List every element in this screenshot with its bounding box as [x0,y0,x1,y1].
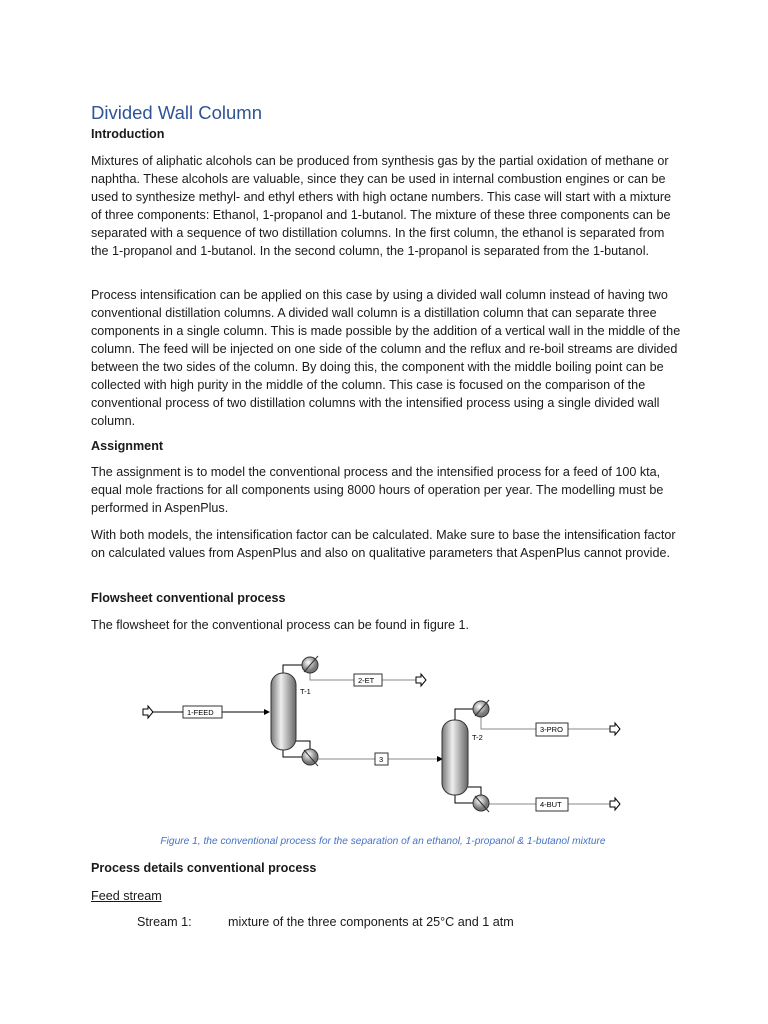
intro-heading: Introduction [91,127,165,141]
assignment-paragraph-1: The assignment is to model the conventional process and the intensified process for a feed of 100 kta, equal mole fractions for all components using 8000 hours of operation per year. The modelling must be performed in AspenPlus. [91,465,664,515]
details-heading: Process details conventional process [91,861,317,875]
figure-caption: Figure 1, the conventional process for the separation of an ethanol, 1-propanol & 1-butanol mixture [160,836,606,847]
stream-label-feed: 1-FEED [187,708,214,717]
intro-paragraph-2: Process intensification can be applied on this case by using a divided wall column instead of having two conventional distillation columns. A divided wall column is a distillation column that can separate three components in a single column. This is made possible by the addition of a vertical wall in the middle of the column. The feed will be injected on one side of the column and the reflux and re-boil streams are divided between the two sides of the column. By doing this, the component with the middle boiling point can be collected with high purity in the middle of the column. This case is focused on the comparison of the conventional process of two distillation columns with the intensified process using a single divided wall column. [91,288,681,428]
column-t2 [442,720,468,795]
column-label-t2: T-2 [472,733,483,742]
stream-label-pro: 3-PRO [540,725,563,734]
assignment-paragraph-2: With both models, the intensification factor can be calculated. Make sure to base the intensification factor on calculated values from AspenPlus and also on qualitative parameters that AspenPlus cannot provide. [91,528,676,560]
flowsheet-text: The flowsheet for the conventional process can be found in figure 1. [91,618,470,632]
stream-label-3: 3 [379,755,384,764]
intro-paragraph-1: Mixtures of aliphatic alcohols can be produced from synthesis gas by the partial oxidation of methane or naphtha. These alcohols are valuable, since they can be used in internal combustion engines or can be used to synthesize methyl- and ethyl ethers with high octane numbers. This case will start with a mixture of three components: Ethanol, 1-propanol and 1-butanol. The mixture of these three components can be separated with a sequence of two distillation columns. In the first column, the ethanol is separated from the 1-propanol and 1-butanol. In the second column, the 1-propanol is separated from the 1-butanol. [91,154,672,258]
page-title: Divided Wall Column [91,102,263,123]
stream-1-text: mixture of the three components at 25°C and 1 atm [228,915,514,929]
column-label-t1: T-1 [300,687,311,696]
flowsheet-heading: Flowsheet conventional process [91,591,286,605]
column-t1 [271,673,296,750]
stream-1-label: Stream 1: [137,915,192,929]
assignment-heading: Assignment [91,439,164,453]
stream-label-et: 2-ET [358,676,375,685]
feed-stream-subheading: Feed stream [91,889,162,903]
stream-label-but: 4-BUT [540,800,562,809]
